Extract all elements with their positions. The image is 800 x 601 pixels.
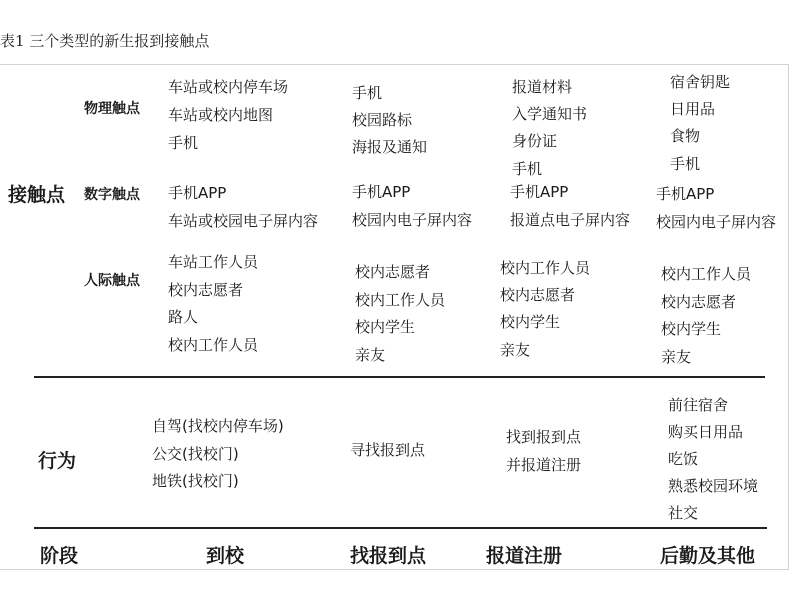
list-item: 校内工作人员 bbox=[168, 336, 259, 354]
stage-header: 后勤及其他 bbox=[660, 545, 756, 567]
list-item: 校内工作人员 bbox=[500, 259, 591, 277]
list-item: 校内志愿者 bbox=[500, 286, 576, 304]
stage-header: 到校 bbox=[206, 545, 245, 567]
stage-header: 报道注册 bbox=[486, 545, 563, 567]
list-item: 公交(找校门) bbox=[152, 445, 239, 463]
list-item: 手机 bbox=[512, 160, 543, 178]
list-item: 车站工作人员 bbox=[168, 253, 259, 271]
stage-header: 找报到点 bbox=[350, 545, 427, 567]
list-item: 车站或校园电子屏内容 bbox=[168, 212, 319, 230]
list-item: 校园路标 bbox=[352, 111, 413, 129]
row-label-stage: 阶段 bbox=[40, 545, 79, 567]
sub-label-physical: 物理触点 bbox=[84, 101, 140, 117]
list-item: 车站或校内地图 bbox=[168, 106, 274, 124]
list-item: 报道点电子屏内容 bbox=[510, 211, 631, 229]
row-label-touchpoints: 接触点 bbox=[8, 184, 66, 206]
list-item: 校内学生 bbox=[355, 318, 416, 336]
list-item: 宿舍钥匙 bbox=[670, 73, 731, 91]
list-item: 亲友 bbox=[661, 348, 692, 366]
list-item: 校内学生 bbox=[661, 320, 722, 338]
list-item: 海报及通知 bbox=[352, 138, 428, 156]
list-item: 地铁(找校门) bbox=[152, 472, 239, 490]
list-item: 手机 bbox=[670, 155, 701, 173]
list-item: 吃饭 bbox=[668, 450, 699, 468]
list-item: 校园内电子屏内容 bbox=[656, 213, 777, 231]
sub-label-digital: 数字触点 bbox=[84, 187, 140, 203]
list-item: 熟悉校园环境 bbox=[668, 477, 759, 495]
list-item: 找到报到点 bbox=[506, 428, 582, 446]
list-item: 路人 bbox=[168, 308, 199, 326]
list-item: 手机APP bbox=[352, 183, 411, 201]
list-item: 前往宿舍 bbox=[668, 396, 729, 414]
list-item: 报道材料 bbox=[512, 78, 573, 96]
list-item: 校内工作人员 bbox=[355, 291, 446, 309]
list-item: 购买日用品 bbox=[668, 423, 744, 441]
list-item: 亲友 bbox=[500, 341, 531, 359]
list-item: 手机APP bbox=[656, 185, 715, 203]
list-item: 日用品 bbox=[670, 100, 716, 118]
list-item: 校内志愿者 bbox=[168, 281, 244, 299]
sub-label-interpersonal: 人际触点 bbox=[84, 273, 140, 289]
list-item: 亲友 bbox=[355, 346, 386, 364]
list-item: 校内学生 bbox=[500, 313, 561, 331]
divider-behavior bbox=[34, 376, 765, 378]
list-item: 手机 bbox=[168, 134, 199, 152]
list-item: 手机APP bbox=[510, 183, 569, 201]
list-item: 并报道注册 bbox=[506, 456, 582, 474]
list-item: 入学通知书 bbox=[512, 105, 588, 123]
table-caption: 表1 三个类型的新生报到接触点 bbox=[0, 32, 210, 50]
list-item: 身份证 bbox=[512, 132, 558, 150]
list-item: 校园内电子屏内容 bbox=[352, 211, 473, 229]
list-item: 车站或校内停车场 bbox=[168, 78, 289, 96]
list-item: 手机APP bbox=[168, 184, 227, 202]
list-item: 寻找报到点 bbox=[350, 441, 426, 459]
list-item: 食物 bbox=[670, 127, 701, 145]
divider-stage bbox=[34, 527, 767, 529]
list-item: 手机 bbox=[352, 84, 383, 102]
list-item: 校内工作人员 bbox=[661, 265, 752, 283]
list-item: 校内志愿者 bbox=[355, 263, 431, 281]
list-item: 自驾(找校内停车场) bbox=[152, 417, 284, 435]
row-label-behavior: 行为 bbox=[38, 450, 77, 472]
list-item: 社交 bbox=[668, 504, 699, 522]
list-item: 校内志愿者 bbox=[661, 293, 737, 311]
